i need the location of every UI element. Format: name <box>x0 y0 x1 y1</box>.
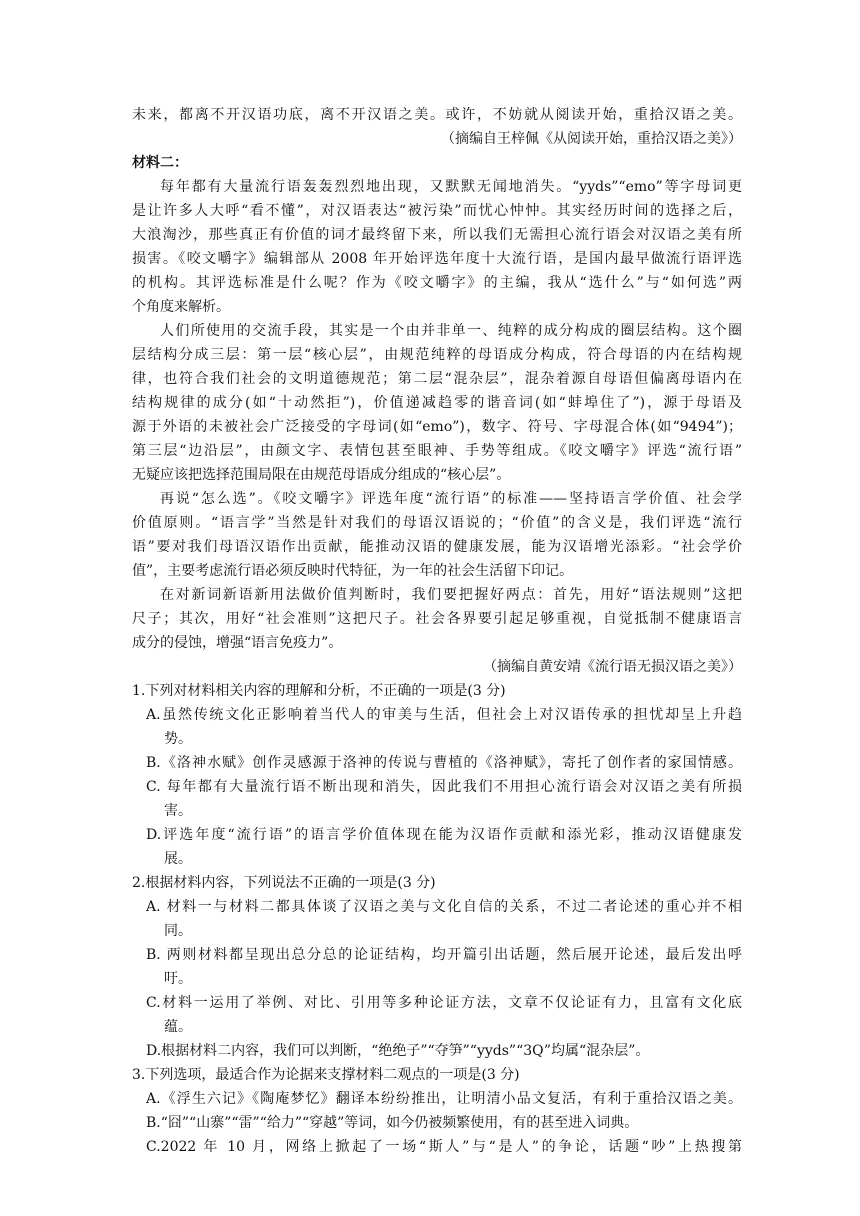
option-continuation: 展。 <box>164 851 192 867</box>
question-2: 2.根据材料内容，下列说法不正确的一项是(3 分) <box>132 875 436 891</box>
question-3: 3.下列选项，最适合作为论据来支撑材料二观点的一项是(3 分) <box>132 1067 520 1083</box>
text-line: 人们所使用的交流手段，其实是一个由并非单一、纯粹的成分构成的圈层结构。这个圈 <box>160 323 742 339</box>
question-1-option-a: A.虽然传统文化正影响着当代人的审美与生活，但社会上对汉语传承的担忧却呈上升趋 <box>146 707 742 723</box>
source-citation-2: （摘编自黄安靖《流行语无损汉语之美》） <box>483 659 742 675</box>
text-line: 每年都有大量流行语轰轰烈烈地出现，又默默无闻地消失。“yyds”“emo”等字母词更 <box>160 179 742 195</box>
text-line: 第三层“边沿层”，由颜文字、表情包甚至眼神、手势等组成。《咬文嚼字》评选“流行语” <box>132 443 742 459</box>
text-line: 源于外语的未被社会广泛接受的字母词(如“emo”)，数字、符号、字母混合体(如“9494”)； <box>132 419 742 435</box>
question-2-option-b: B. 两则材料都呈现出总分总的论证结构，均开篇引出话题，然后展开论述，最后发出呼 <box>146 947 742 963</box>
text-line: 律，也符合我们社会的文明道德规范；第二层“混杂层”，混杂着源自母语但偏离母语内在 <box>132 371 742 387</box>
option-continuation: 势。 <box>164 731 192 747</box>
option-continuation: 同。 <box>164 923 192 939</box>
question-2-option-c: C.材料一运用了举例、对比、引用等多种论证方法，文章不仅论证有力，且富有文化底 <box>146 995 742 1011</box>
text-line: 是让许多人大呼“看不懂”，对汉语表达“被污染”而忧心忡忡。其实经历时间的选择之后， <box>132 203 742 219</box>
question-3-option-a: A.《浮生六记》《陶庵梦忆》翻译本纷纷推出，让明清小品文复活，有利于重拾汉语之美。 <box>146 1091 742 1107</box>
question-2-option-d: D.根据材料二内容，我们可以判断，“绝绝子”“夺笋”“yyds”“3Q”均属“混杂层”。 <box>146 1043 650 1059</box>
text-line: 在对新词新语新用法做价值判断时，我们要把握好两点：首先，用好“语法规则”这把 <box>160 587 742 603</box>
text-line: 成分的侵蚀，增强“语言免疫力”。 <box>132 635 343 651</box>
question-3-option-b: B.“囧”“山寨”“雷”“给力”“穿越”等词，如今仍被频繁使用，有的甚至进入词典。 <box>146 1115 639 1131</box>
option-continuation: 害。 <box>164 803 192 819</box>
text-line-1: 未来，都离不开汉语功底，离不开汉语之美。或许，不妨就从阅读开始，重拾汉语之美。 <box>132 107 742 123</box>
question-1-option-c: C. 每年都有大量流行语不断出现和消失，因此我们不用担心流行语会对汉语之美有所损 <box>146 779 742 795</box>
question-3-option-c: C.2022 年 10 月，网络上掀起了一场“斯人”与“是人”的争论，话题“吵”上热搜第 <box>146 1139 742 1155</box>
text-line: 个角度来解析。 <box>132 299 230 315</box>
text-line: 的机构。其评选标准是什么呢？作为《咬文嚼字》的主编，我从“选什么”与“如何选”两 <box>132 275 742 291</box>
question-1: 1.下列对材料相关内容的理解和分析，不正确的一项是(3 分) <box>132 683 506 699</box>
text-line: 语”要对我们母语汉语作出贡献，能推动汉语的健康发展，能为汉语增光添彩。“社会学价 <box>132 539 742 555</box>
source-citation-1: （摘编自王梓佩《从阅读开始，重拾汉语之美》） <box>441 131 742 147</box>
text-line: 大浪淘沙，那些真正有价值的词才最终留下来，所以我们无需担心流行语会对汉语之美有所 <box>132 227 742 243</box>
text-line: 尺子；其次，用好“社会准则”这把尺子。社会各界要引起足够重视，自觉抵制不健康语言 <box>132 611 742 627</box>
text-line: 再说“怎么选”。《咬文嚼字》评选年度“流行语”的标准——坚持语言学价值、社会学 <box>160 491 742 507</box>
text-line: 损害。《咬文嚼字》编辑部从 2008 年开始评选年度十大流行语，是国内最早做流行语评选 <box>132 251 742 267</box>
text-line: 值”，主要考虑流行语必须反映时代特征，为一年的社会生活留下印记。 <box>132 563 574 579</box>
question-1-option-b: B.《洛神水赋》创作灵感源于洛神的传说与曹植的《洛神赋》，寄托了创作者的家国情感。 <box>146 755 742 771</box>
section-heading-material-2: 材料二： <box>132 155 188 171</box>
question-1-option-d: D.评选年度“流行语”的语言学价值体现在能为汉语作贡献和添光彩，推动汉语健康发 <box>146 827 742 843</box>
text-line: 层结构分成三层：第一层“核心层”，由规范纯粹的母语成分构成，符合母语的内在结构规 <box>132 347 742 363</box>
option-continuation: 蕴。 <box>164 1019 192 1035</box>
text-line: 结构规律的成分(如“十动然拒”)，价值递减趋零的谐音词(如“蚌埠住了”)，源于母语及 <box>132 395 742 411</box>
option-continuation: 吁。 <box>164 971 192 987</box>
question-2-option-a: A. 材料一与材料二都具体谈了汉语之美与文化自信的关系，不过二者论述的重心并不相 <box>146 899 742 915</box>
text-line: 价值原则。“语言学”当然是针对我们的母语汉语说的；“价值”的含义是，我们评选“流行 <box>132 515 742 531</box>
text-line: 无疑应该把选择范围局限在由规范母语成分组成的“核心层”。 <box>132 467 511 483</box>
